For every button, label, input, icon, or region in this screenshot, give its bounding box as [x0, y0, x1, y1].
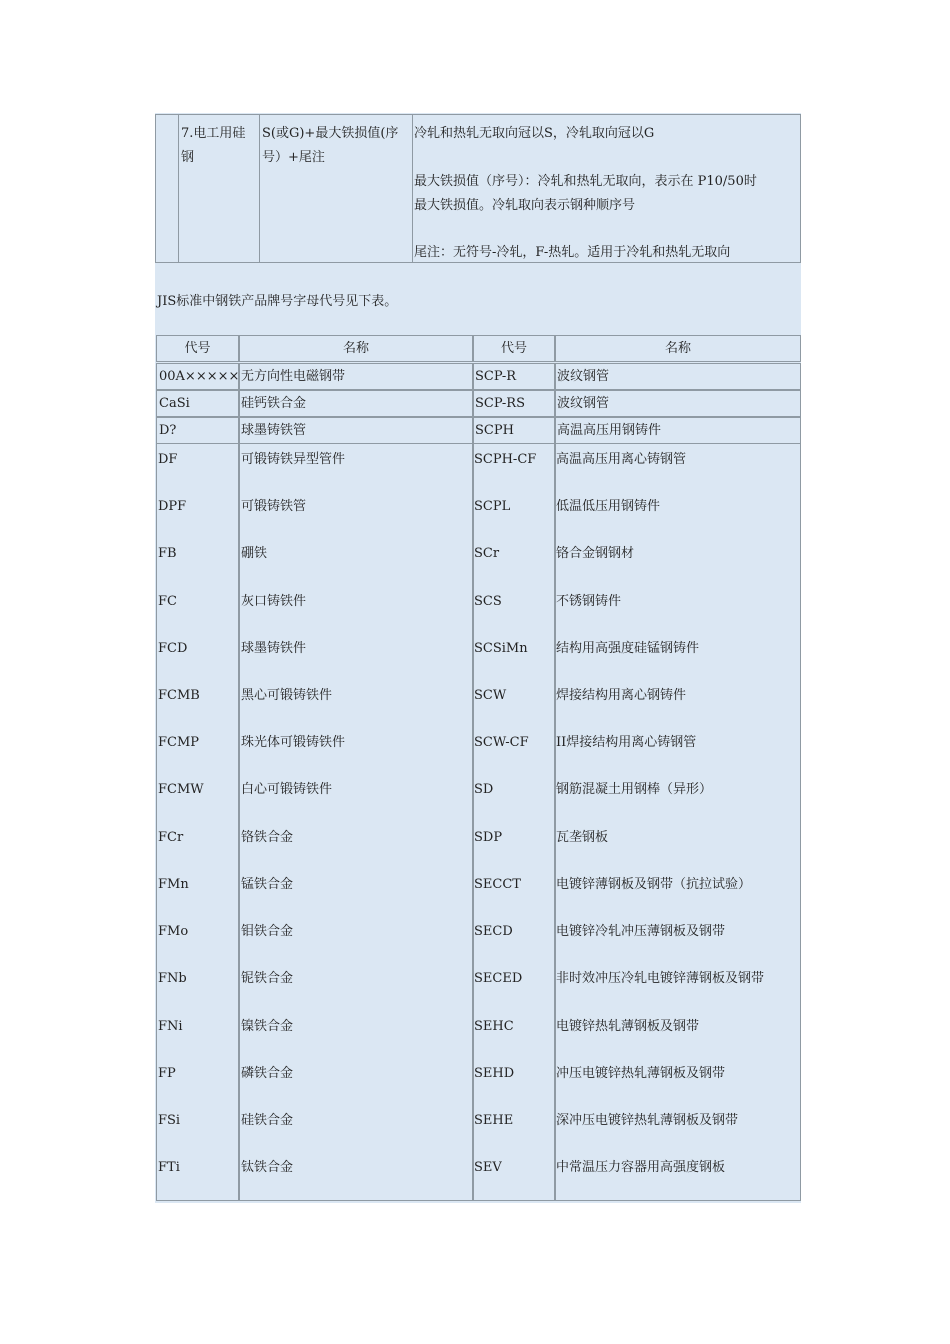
table-cell: SCP-R: [473, 363, 555, 390]
top-cell-description: [412, 114, 801, 263]
table-cell: 00A×××××: [156, 363, 239, 390]
table-cell: SCPH: [473, 417, 555, 444]
top-cell-category: [178, 114, 260, 263]
desc-line4: 尾注：无符号-冷轧，F-热轧。适用于冷轧和热轧无取向: [414, 245, 731, 260]
table-cell: 波纹钢管: [555, 363, 801, 390]
table-cell: CaSi: [156, 390, 239, 417]
desc-line2: 最大铁损值（序号）：冷轧和热轧无取向，表示在 P10/50时: [414, 174, 757, 189]
table-cell: 硅钙铁合金: [239, 390, 473, 417]
column-line: [239, 443, 240, 1201]
header-code-2: 代号: [473, 335, 555, 362]
table-cell: 无方向性电磁钢带: [239, 363, 473, 390]
table-cell: SCP-RS: [473, 390, 555, 417]
table-cell: 球墨铸铁管: [239, 417, 473, 444]
table-cell: 波纹钢管: [555, 390, 801, 417]
column-line: [156, 443, 157, 1201]
header-name-2: 名称: [555, 335, 801, 362]
format-line2: 号）+尾注: [262, 150, 325, 165]
table-cell: 高温高压用钢铸件: [555, 417, 801, 444]
table-cell: D?: [156, 417, 239, 444]
category-line2: 钢: [181, 150, 195, 165]
top-cell-format: [259, 114, 413, 263]
intro-text: JIS标准中钢铁产品牌号字母代号见下表。: [157, 294, 398, 309]
table-bottom-line: [156, 1200, 801, 1201]
header-code-1: 代号: [156, 335, 239, 362]
desc-line3: 最大铁损值。冷轧取向表示钢种顺序号: [414, 198, 636, 213]
top-cell-blank: [155, 114, 179, 263]
column-line: [800, 443, 801, 1201]
desc-line1: 冷轧和热轧无取向冠以S，冷轧取向冠以G: [414, 126, 655, 141]
format-line1: S(或G)+最大铁损值(序: [262, 126, 399, 141]
header-name-1: 名称: [239, 335, 473, 362]
category-line1: 7.电工用硅: [181, 126, 246, 141]
